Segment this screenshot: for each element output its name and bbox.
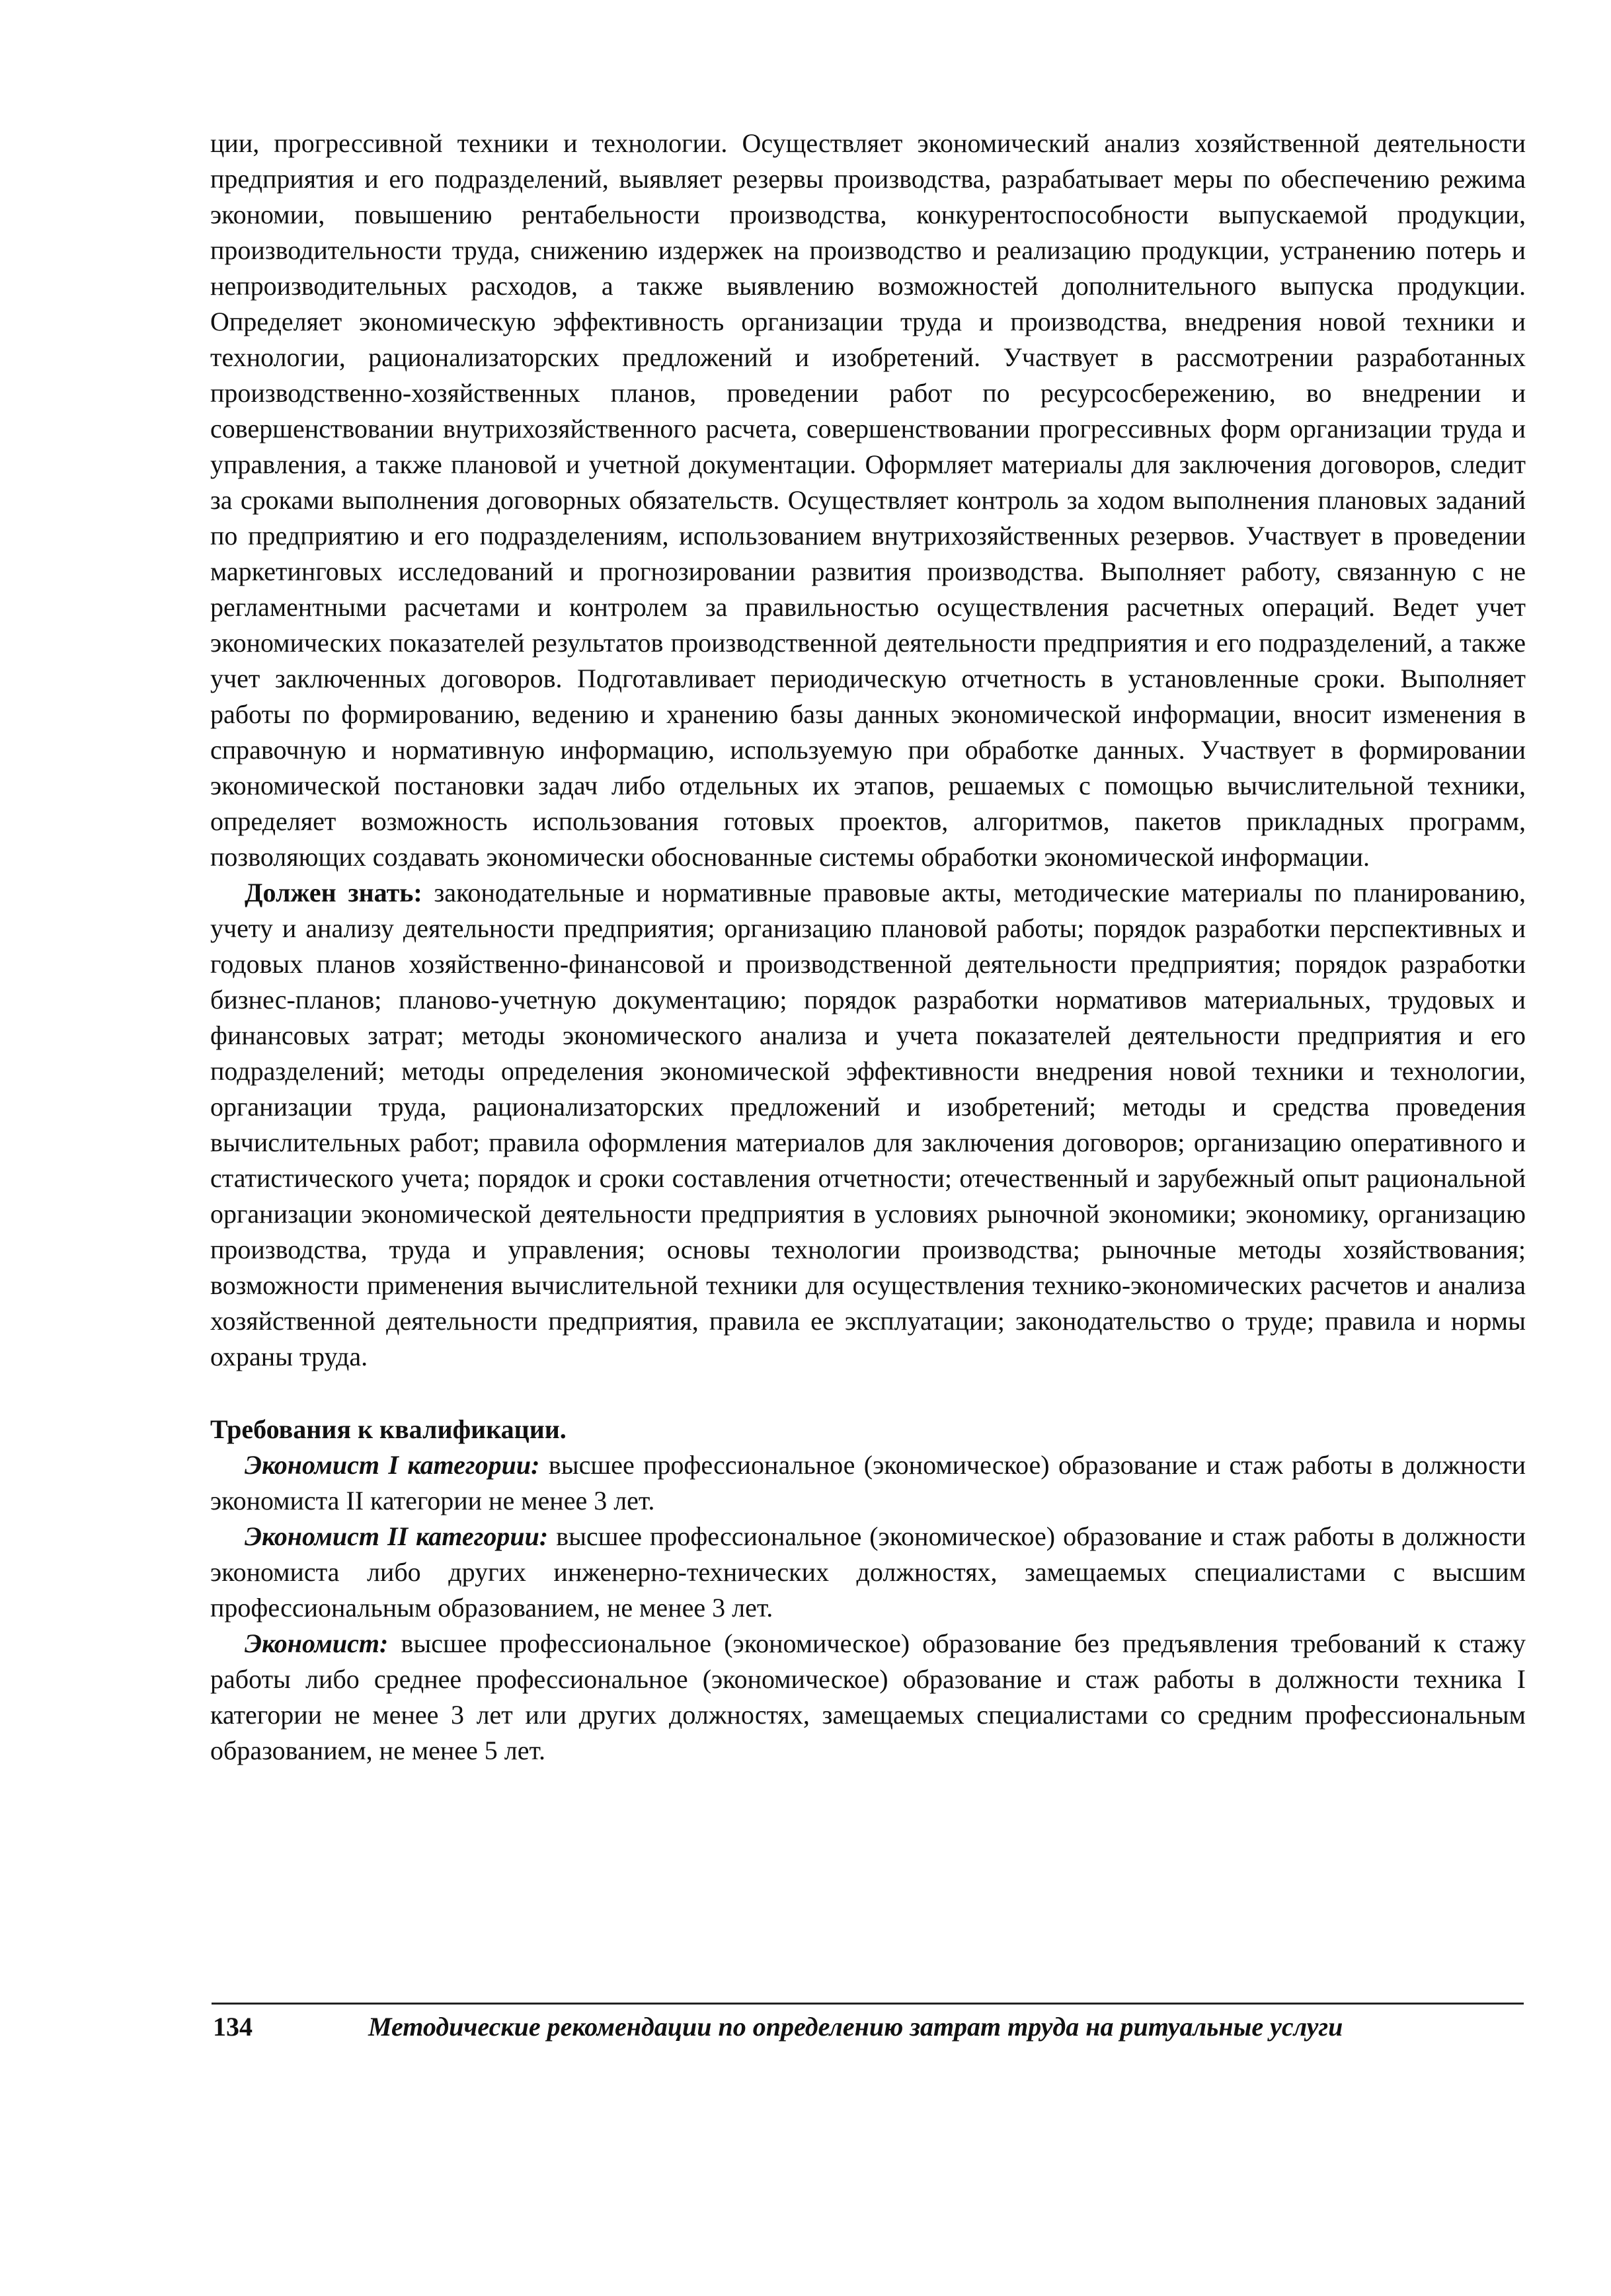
must-know-label: Должен знать: bbox=[245, 878, 422, 907]
must-know-paragraph bbox=[210, 875, 1526, 1375]
footer-divider bbox=[212, 2003, 1524, 2005]
document-body bbox=[210, 126, 1526, 1769]
requirement-item bbox=[210, 1519, 1526, 1626]
duties-paragraph: ции, прогрессивной техники и технологии. Осуществляет экономический анализ хозяйственной деятельности предприятия и его подразделений, выявляет резервы производства, разрабатывает меры по обеспечению режима экономии, повышению рентабельности производства, конкурентоспособности выпускаемой продукции, производительности труда, снижению издержек на производство и реализацию продукции, устранению потерь и непроизводительных расходов, а также выявлению возможностей дополнительного выпуска продукции. Определяет экономическую эффективность организации труда и производства, внедрения новой техники и технологии, рационализаторских предложений и изобретений. Участвует в рассмотрении разработанных производственно-хозяйственных планов, проведении работ по ресурсосбережению, во внедрении и совершенствовании внутрихозяйственного расчета, совершенствовании прогрессивных форм организации труда и управления, а также плановой и учетной документации. Оформляет материалы для заключения договоров, следит за сроками выполнения договорных обязательств. Осуществляет контроль за ходом выполнения плановых заданий по предприятию и его подразделениям, использованием внутрихозяйственных резервов. Участвует в проведении маркетинговых исследований и прогнозировании развития производства. Выполняет работу, связанную с не регламентными расчетами и контролем за правильностью осуществления расчетных операций. Ведет учет экономических показателей результатов производственной деятельности предприятия и его подразделений, а также учет заключенных договоров. Подготавливает периодическую отчетность в установленные сроки. Выполняет работы по формированию, ведению и хранению базы данных экономической информации, вносит изменения в справочную и нормативную информацию, используемую при обработке данных. Участвует в формировании экономической постановки задач либо отдельных их этапов, решаемых с помощью вычислительной техники, определяет возможность использования готовых проектов, алгоритмов, пакетов прикладных программ, позволяющих создавать экономически обоснованные системы обработки экономической информации. bbox=[210, 128, 1526, 872]
requirement-text: высшее профессиональное (экономическое) образование без предъявления требований к стажу работы либо среднее профессиональное (экономическое) образование и стаж работы в должности техника I категории не менее 3 лет или других должностях, замещаемых специалистами со средним профессиональным образованием, не менее 5 лет. bbox=[210, 1628, 1526, 1765]
requirement-label: Экономист II категории: bbox=[245, 1521, 549, 1551]
requirement-text: высшее профессиональное (экономическое) образование и стаж работы в должности экономиста либо других инженерно-технических должностях, замещаемых специалистами с высшим профессиональным образованием, не менее 3 лет. bbox=[210, 1521, 1526, 1623]
requirement-item bbox=[210, 1447, 1526, 1519]
must-know-text: законодательные и нормативные правовые акты, методические материалы по планированию, учету и анализу деятельности предприятия; организацию плановой работы; порядок разработки перспективных и годовых планов хозяйственно-финансовой и производственной деятельности предприятия; порядок разработки бизнес-планов; планово-учетную документацию; порядок разработки нормативов материальных, трудовых и финансовых затрат; методы экономического анализа и учета показателей деятельности предприятия и его подразделений; методы определения экономической эффективности внедрения новой техники и технологии, организации труда, рационализаторских предложений и изобретений; методы и средства проведения вычислительных работ; правила оформления материалов для заключения договоров; организацию оперативного и статистического учета; порядок и сроки составления отчетности; отечественный и зарубежный опыт рациональной организации экономической деятельности предприятия в условиях рыночной экономики; экономику, организацию производства, труда и управления; основы технологии производства; рыночные методы хозяйствования; возможности применения вычислительной техники для осуществления технико-экономических расчетов и анализа хозяйственной деятельности предприятия, правила ее эксплуатации; законодательство о труде; правила и нормы охраны труда. bbox=[210, 878, 1526, 1371]
requirements-heading: Требования к квалификации. bbox=[210, 1414, 567, 1444]
section-spacer bbox=[210, 1375, 1526, 1412]
requirement-label: Экономист I категории: bbox=[245, 1450, 540, 1480]
requirement-text: высшее профессиональное (экономическое) образование и стаж работы в должности экономиста II категории не менее 3 лет. bbox=[210, 1450, 1526, 1515]
requirement-item bbox=[210, 1626, 1526, 1769]
page-number: 134 bbox=[213, 2012, 253, 2042]
requirement-label: Экономист: bbox=[245, 1628, 389, 1658]
running-title: Методические рекомендации по определению затрат труда на ритуальные услуги bbox=[368, 2012, 1343, 2042]
